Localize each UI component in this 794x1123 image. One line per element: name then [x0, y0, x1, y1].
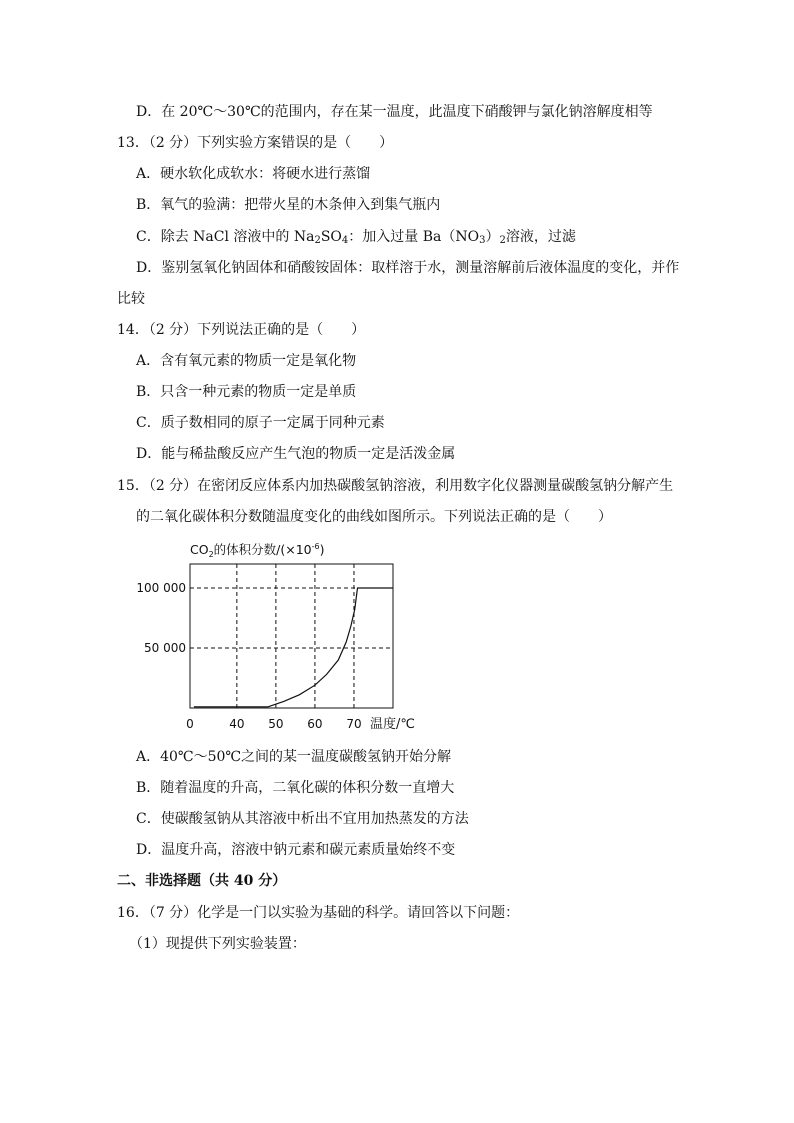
chart-x-tick-label: 60: [307, 717, 323, 731]
q13-c-part5: 溶液，过滤: [505, 229, 576, 245]
q12-option-d: D．在 20℃～30℃的范围内，存在某一温度，此温度下硝酸钾与氯化钠溶解度相等: [136, 104, 653, 120]
chart-y-tick-label: 100 000: [136, 581, 186, 595]
q15-option-d: D．温度升高，溶液中钠元素和碳元素质量始终不变: [136, 842, 456, 858]
q13-c-part2: SO: [320, 229, 342, 245]
chart-y-ticks: [136, 581, 186, 655]
q15-stem-line2: 的二氧化碳体积分数随温度变化的曲线如图所示。下列说法正确的是（ ）: [136, 509, 612, 525]
chart-y-axis-label: $CO_2$的体积分数$/(\times 10^{-6})$: [190, 542, 325, 559]
chart-plot-frame: [190, 564, 393, 708]
q13-c-sub3: 3: [479, 235, 486, 246]
q13-c-part3: ：加入过量 Ba（NO: [348, 229, 480, 245]
q15-option-a: A．40℃～50℃之间的某一温度碳酸氢钠开始分解: [136, 749, 452, 765]
chart-x-tick-label: 40: [229, 717, 245, 731]
chart-x-tick-label: 70: [346, 717, 362, 731]
q13-option-a: A．硬水软化成软水：将硬水进行蒸馏: [136, 166, 371, 182]
q14-option-a: A．含有氧元素的物质一定是氧化物: [136, 353, 357, 369]
q14-option-d: D．能与稀盐酸反应产生气泡的物质一定是活泼金属: [136, 446, 456, 462]
q13-c-part1: C．除去 NaCl 溶液中的 Na: [136, 229, 315, 245]
q14-option-b: B．只含一种元素的物质一定是单质: [136, 384, 357, 400]
chart-x-tick-label: 0: [186, 717, 194, 731]
section-2-title: 二、非选择题（共 40 分）: [117, 873, 287, 889]
q13-stem: 13．（2 分）下列实验方案错误的是（ ）: [117, 135, 394, 151]
q16-stem: 16．（7 分）化学是一门以实验为基础的科学。请回答以下问题：: [117, 905, 520, 921]
q13-option-d-line2: 比较: [117, 291, 145, 307]
co2-volume-fraction-chart: [136, 538, 430, 738]
q13-c-part4: ）: [485, 229, 500, 245]
q15-option-b: B．随着温度的升高，二氧化碳的体积分数一直增大: [136, 780, 455, 796]
q13-c-sub1: 2: [314, 235, 321, 246]
q13-option-c: [136, 227, 576, 251]
q15-stem-line1: 15．（2 分）在密闭反应体系内加热碳酸氢钠溶液，利用数字化仪器测量碳酸氢钠分解产生: [117, 478, 674, 494]
chart-x-axis-label: 温度/℃: [370, 717, 415, 732]
q13-option-b: B．氧气的验满：把带火星的木条伸入到集气瓶内: [136, 197, 441, 213]
q13-c-sub4: 2: [499, 235, 506, 246]
q14-option-c: C．质子数相同的原子一定属于同种元素: [136, 415, 385, 431]
chart-y-tick-label: 50 000: [144, 641, 186, 655]
q14-stem: 14．（2 分）下列说法正确的是（ ）: [117, 322, 366, 338]
chart-x-tick-label: 50: [268, 717, 284, 731]
q13-c-sub2: 4: [341, 235, 349, 246]
chart-x-ticks: [186, 717, 361, 731]
co2-curve-line: [194, 588, 393, 707]
chart-grid: [190, 564, 393, 708]
q13-option-d-line1: D．鉴别氢氧化钠固体和硝酸铵固体：取样溶于水，测量溶解前后液体温度的变化，并作: [136, 260, 680, 276]
q16-sub-1: （1）现提供下列实验装置：: [129, 936, 306, 952]
q15-option-c: C．使碳酸氢钠从其溶液中析出不宜用加热蒸发的方法: [136, 811, 469, 827]
